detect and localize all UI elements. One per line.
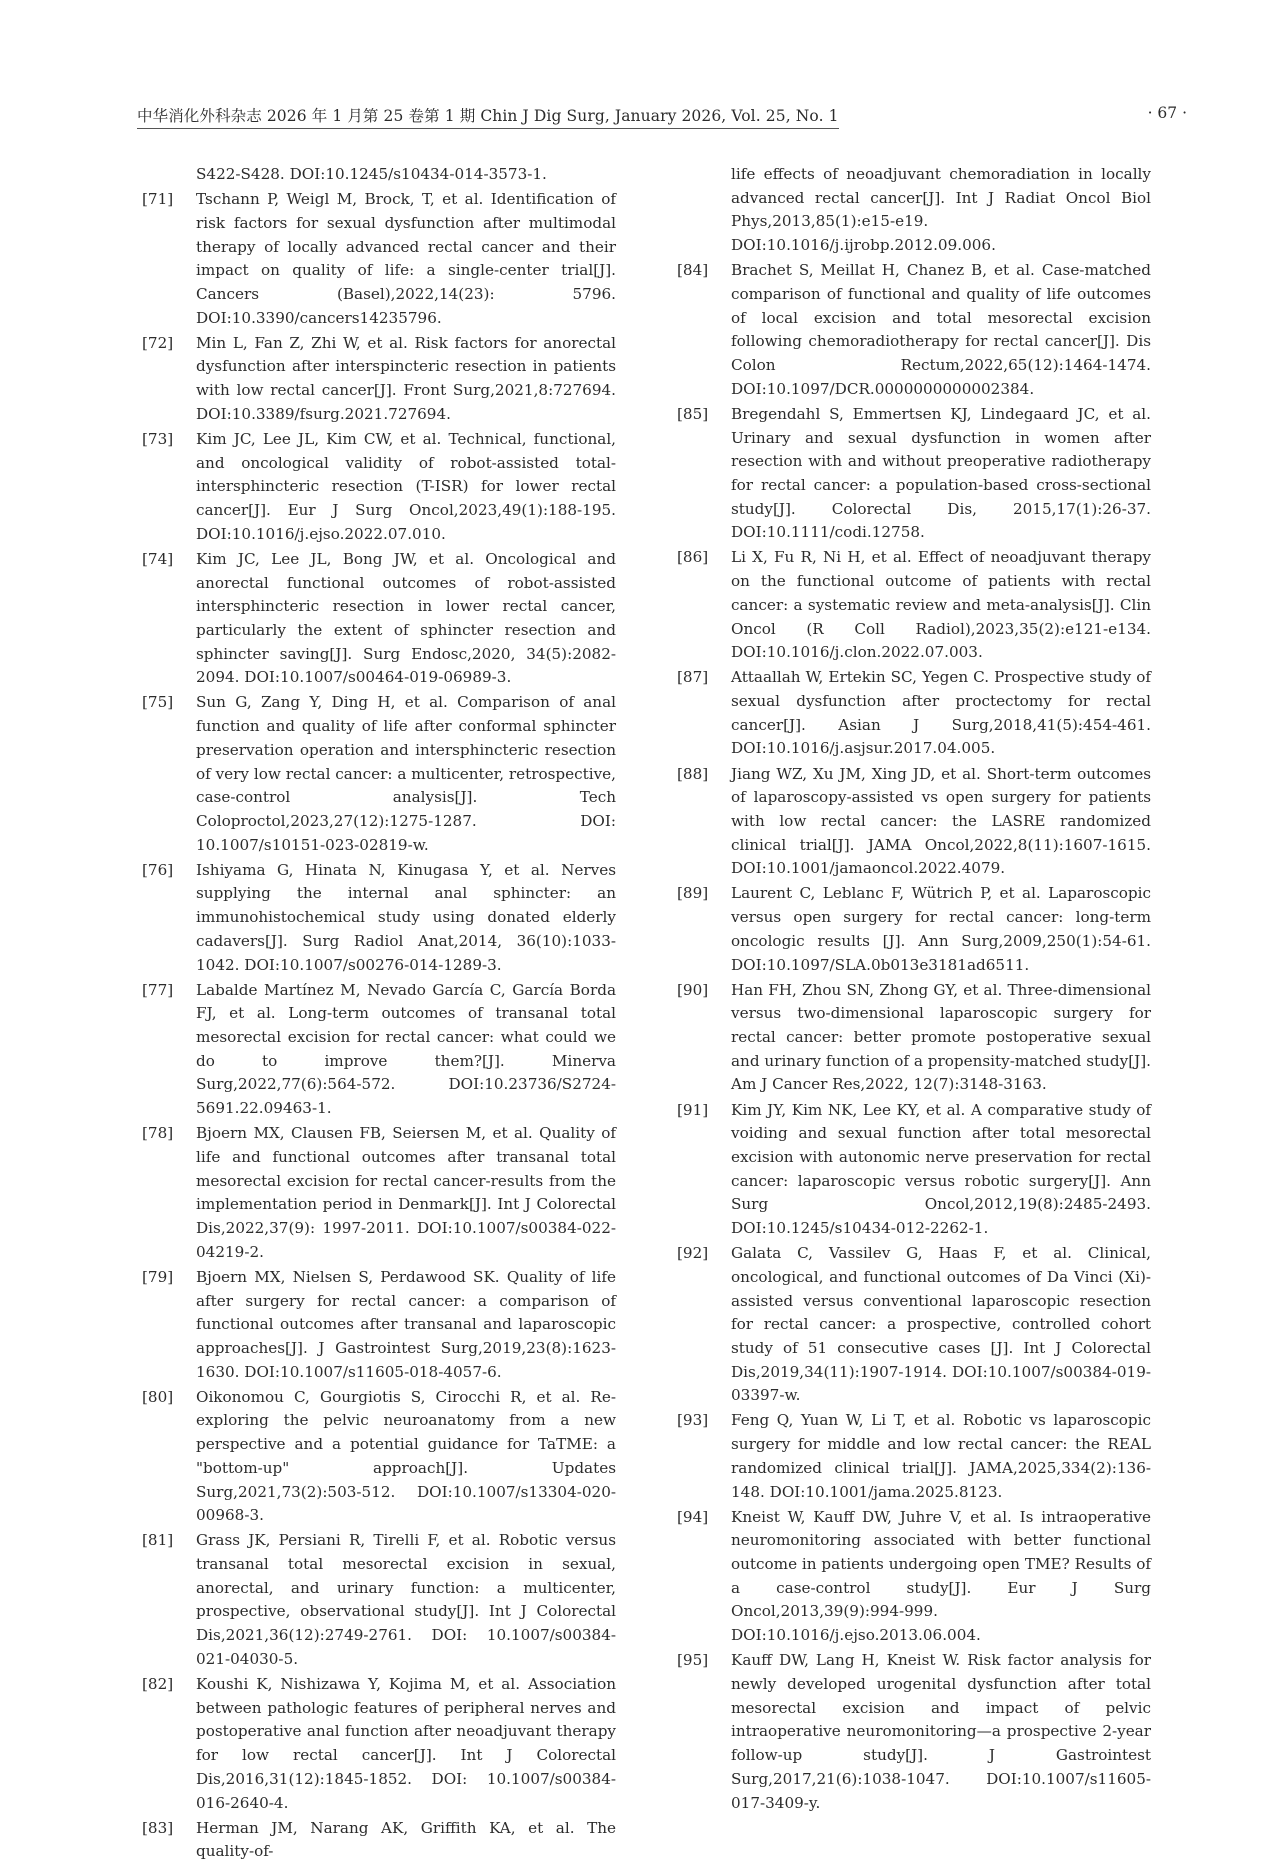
reference-entry <box>677 1242 1151 1408</box>
reference-entry <box>677 259 1151 401</box>
reference-number: [83] <box>142 1818 174 1837</box>
reference-number: [80] <box>142 1387 174 1406</box>
reference-text: Laurent C, Leblanc F, Wütrich P, et al. Laparoscopic versus open surgery for rectal cancer: long-term oncologic results [J]. Ann Surg,2009,250(1):54-61. DOI:10.1097/SLA.0b013e3181ad6511. <box>731 884 1151 974</box>
reference-text: Grass JK, Persiani R, Tirelli F, et al. Robotic versus transanal total mesorectal excision in sexual, anorectal, and urinary function: a multicenter, prospective, observational study[J]. Int J Colorectal Dis,2021,36(12):2749-2761. DOI: 10.1007/s00384-021-04030-5. <box>196 1531 616 1668</box>
reference-number: [91] <box>677 1100 709 1119</box>
reference-number: [92] <box>677 1244 709 1263</box>
reference-entry <box>142 188 616 330</box>
journal-citation-line: 中华消化外科杂志 2026 年 1 月第 25 卷第 1 期 Chin J Dig Surg, January 2026, Vol. 25, No. 1 <box>137 104 839 129</box>
reference-entry <box>142 332 616 427</box>
reference-text: Labalde Martínez M, Nevado García C, García Borda FJ, et al. Long-term outcomes of transanal total mesorectal excision for rectal cancer: what could we do to improve them?[J]. Minerva Surg,2022,77(6):564-572. DOI:10.23736/S2724-5691.22.09463-1. <box>196 980 616 1118</box>
reference-text: Jiang WZ, Xu JM, Xing JD, et al. Short-term outcomes of laparoscopy-assisted vs open surgery for patients with low rectal cancer: the LASRE randomized clinical trial[J]. JAMA Oncol,2022,8(11):1607-1615. DOI:10.1001/jamaoncol.2022.4079. <box>731 764 1151 878</box>
reference-number: [76] <box>142 860 174 879</box>
reference-entry <box>142 1673 616 1815</box>
reference-text: Sun G, Zang Y, Ding H, et al. Comparison of anal function and quality of life after conformal sphincter preservation operation and intersphincteric resection of very low rectal cancer: a multicenter, retrospective, case-control analysis[J]. Tech Coloproctol,2023,27(12):1275-1287. DOI: 10.1007/s10151-023-02819-w. <box>196 693 616 854</box>
reference-entry <box>142 1817 616 1864</box>
reference-number: [88] <box>677 764 709 783</box>
reference-number: [85] <box>677 404 709 423</box>
reference-text: Attaallah W, Ertekin SC, Yegen C. Prospective study of sexual dysfunction after proctectomy for rectal cancer[J]. Asian J Surg,2018,41(5):454-461. DOI:10.1016/j.asjsur.2017.04.005. <box>731 668 1151 758</box>
reference-text: Kneist W, Kauff DW, Juhre V, et al. Is intraoperative neuromonitoring associated with better functional outcome in patients undergoing open TME? Results of a case-control study[J]. Eur J Surg Oncol,2013,39(9):994-999. DOI:10.1016/j.ejso.2013.06.004. <box>731 1507 1151 1645</box>
reference-text: Bregendahl S, Emmertsen KJ, Lindegaard JC, et al. Urinary and sexual dysfunction in women after resection with and without preoperative radiotherapy for rectal cancer: a population-based cross-sectional study[J]. Colorectal Dis, 2015,17(1):26-37. DOI:10.1111/codi.12758. <box>731 404 1151 542</box>
reference-entry <box>142 1122 616 1264</box>
reference-entry <box>677 163 1151 258</box>
reference-text: Kim JY, Kim NK, Lee KY, et al. A comparative study of voiding and sexual function after total mesorectal excision with autonomic nerve preservation for rectal cancer: laparoscopic versus robotic surgery[J]. Ann Surg Oncol,2012,19(8):2485-2493. DOI:10.1245/s10434-012-2262-1. <box>731 1100 1151 1238</box>
reference-number: [75] <box>142 693 174 712</box>
reference-text: Oikonomou C, Gourgiotis S, Cirocchi R, et al. Re-exploring the pelvic neuroanatomy from a new perspective and a potential guidance for TaTME: a "bottom-up" approach[J]. Updates Surg,2021,73(2):503-512. DOI:10.1007/s13304-020-00968-3. <box>196 1387 616 1525</box>
reference-entry <box>142 1529 616 1671</box>
reference-number: [71] <box>142 190 174 209</box>
reference-entry <box>142 163 616 187</box>
reference-number: [78] <box>142 1124 174 1143</box>
reference-entry <box>677 1409 1151 1504</box>
reference-entry <box>677 666 1151 761</box>
reference-entry <box>142 691 616 857</box>
reference-number: [94] <box>677 1507 709 1526</box>
reference-entry <box>677 882 1151 977</box>
reference-entry <box>142 428 616 547</box>
reference-text: Feng Q, Yuan W, Li T, et al. Robotic vs laparoscopic surgery for middle and low rectal cancer: the REAL randomized clinical trial[J]. JAMA,2025,334(2):136-148. DOI:10.1001/jama.2025.8123. <box>731 1411 1151 1501</box>
reference-text: Kim JC, Lee JL, Bong JW, et al. Oncological and anorectal functional outcomes of robot-assisted intersphincteric resection in lower rectal cancer, particularly the extent of sphincter resection and sphincter saving[J]. Surg Endosc,2020, 34(5):2082-2094. DOI:10.1007/s00464-019-06989-3. <box>196 549 616 687</box>
reference-number: [84] <box>677 261 709 280</box>
reference-number: [89] <box>677 884 709 903</box>
reference-number: [79] <box>142 1267 174 1286</box>
reference-number: [87] <box>677 668 709 687</box>
reference-text: Brachet S, Meillat H, Chanez B, et al. Case-matched comparison of functional and quality of life outcomes of local excision and total mesorectal excision following chemoradiotherapy for rectal cancer[J]. Dis Colon Rectum,2022,65(12):1464-1474. DOI:10.1097/DCR.0000000000002384. <box>731 261 1151 398</box>
reference-text: S422-S428. DOI:10.1245/s10434-014-3573-1. <box>196 165 547 183</box>
reference-text: life effects of neoadjuvant chemoradiation in locally advanced rectal cancer[J]. Int J Radiat Oncol Biol Phys,2013,85(1):e15-e19. DOI:10.1016/j.ijrobp.2012.09.006. <box>731 165 1151 255</box>
running-header <box>137 104 1187 126</box>
reference-number: [74] <box>142 549 174 568</box>
reference-entry <box>677 1649 1151 1815</box>
reference-number: [81] <box>142 1531 174 1550</box>
reference-text: Bjoern MX, Clausen FB, Seiersen M, et al. Quality of life and functional outcomes after transanal total mesorectal excision for rectal cancer-results from the implementation period in Denmark[J]. Int J Colorectal Dis,2022,37(9): 1997-2011. DOI:10.1007/s00384-022-04219-2. <box>196 1124 616 1261</box>
reference-number: [73] <box>142 429 174 448</box>
reference-text: Kauff DW, Lang H, Kneist W. Risk factor analysis for newly developed urogenital dysfunction after total mesorectal excision and impact of pelvic intraoperative neuromonitoring—a prospective 2-year follow-up study[J]. J Gastrointest Surg,2017,21(6):1038-1047. DOI:10.1007/s11605-017-3409-y. <box>731 1651 1151 1812</box>
reference-entry <box>142 979 616 1121</box>
reference-entry <box>142 859 616 978</box>
reference-number: [95] <box>677 1651 709 1670</box>
reference-text: Li X, Fu R, Ni H, et al. Effect of neoadjuvant therapy on the functional outcome of patients with rectal cancer: a systematic review and meta-analysis[J]. Clin Oncol (R Coll Radiol),2023,35(2):e121-e134. DOI:10.1016/j.clon.2022.07.003. <box>731 548 1151 662</box>
reference-number: [90] <box>677 980 709 999</box>
reference-entry <box>677 1506 1151 1648</box>
reference-entry <box>677 763 1151 882</box>
reference-number: [93] <box>677 1411 709 1430</box>
reference-text: Tschann P, Weigl M, Brock, T, et al. Identification of risk factors for sexual dysfunction after multimodal therapy of locally advanced rectal cancer and their impact on quality of life: a single-center trial[J]. Cancers (Basel),2022,14(23): 5796. DOI:10.3390/cancers14235796. <box>196 190 616 327</box>
reference-text: Bjoern MX, Nielsen S, Perdawood SK. Quality of life after surgery for rectal cancer: a comparison of functional outcomes after transanal and laparoscopic approaches[J]. J Gastrointest Surg,2019,23(8):1623-1630. DOI:10.1007/s11605-018-4057-6. <box>196 1267 616 1381</box>
reference-entry <box>677 546 1151 665</box>
reference-text: Han FH, Zhou SN, Zhong GY, et al. Three-dimensional versus two-dimensional laparoscopic surgery for rectal cancer: better promote postoperative sexual and urinary function of a propensity-matched study[J]. Am J Cancer Res,2022, 12(7):3148-3163. <box>731 980 1151 1094</box>
reference-text: Galata C, Vassilev G, Haas F, et al. Clinical, oncological, and functional outcomes of Da Vinci (Xi)-assisted versus conventional laparoscopic resection for rectal cancer: a prospective, controlled cohort study of 51 consecutive cases [J]. Int J Colorectal Dis,2019,34(11):1907-1914. DOI:10.1007/s00384-019-03397-w. <box>731 1244 1151 1405</box>
reference-entry <box>142 1266 616 1385</box>
right-column-references <box>677 163 1151 1817</box>
reference-text: Kim JC, Lee JL, Kim CW, et al. Technical, functional, and oncological validity of robot-assisted total-intersphincteric resection (T-ISR) for lower rectal cancer[J]. Eur J Surg Oncol,2023,49(1):188-195. DOI:10.1016/j.ejso.2022.07.010. <box>196 429 616 543</box>
reference-text: Koushi K, Nishizawa Y, Kojima M, et al. Association between pathologic features of peripheral nerves and postoperative anal function after neoadjuvant therapy for low rectal cancer[J]. Int J Colorectal Dis,2016,31(12):1845-1852. DOI: 10.1007/s00384-016-2640-4. <box>196 1674 616 1812</box>
reference-entry <box>677 403 1151 545</box>
page-number: · 67 · <box>1147 104 1187 122</box>
reference-number: [72] <box>142 333 174 352</box>
left-column-references <box>142 163 616 1865</box>
reference-number: [77] <box>142 980 174 999</box>
reference-text: Ishiyama G, Hinata N, Kinugasa Y, et al. Nerves supplying the internal anal sphincter: an immunohistochemical study using donated elderly cadavers[J]. Surg Radiol Anat,2014, 36(10):1033-1042. DOI:10.1007/s00276-014-1289-3. <box>196 860 616 974</box>
reference-text: Min L, Fan Z, Zhi W, et al. Risk factors for anorectal dysfunction after interspincteric resection in patients with low rectal cancer[J]. Front Surg,2021,8:727694. DOI:10.3389/fsurg.2021.727694. <box>196 333 616 423</box>
reference-entry <box>142 548 616 690</box>
reference-entry <box>142 1386 616 1528</box>
reference-number: [82] <box>142 1674 174 1693</box>
reference-number: [86] <box>677 548 709 567</box>
reference-entry <box>677 1099 1151 1241</box>
reference-entry <box>677 979 1151 1098</box>
reference-text: Herman JM, Narang AK, Griffith KA, et al. The quality-of- <box>196 1818 616 1861</box>
